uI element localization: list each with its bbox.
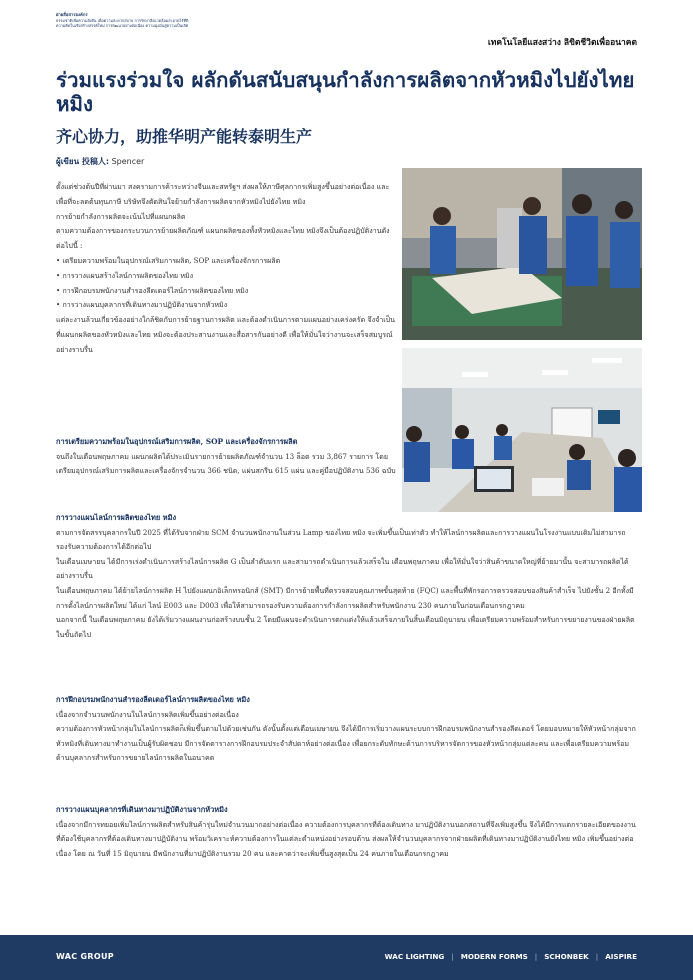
task-item: • การฝึกอบรมพนักงานสำรองลีดเดอร์ไลน์การผลิตของไทย หมิง xyxy=(56,284,396,299)
author-line xyxy=(56,155,144,168)
training-meeting-photo xyxy=(402,348,642,512)
task-item: • การวางแผนสร้างไลน์การผลิตของไทย หมิง xyxy=(56,269,396,284)
section-paragraph: เนื่องจากมีการทยอยเพิ่มไลน์การผลิตสำหรับสินค้ารุ่นใหม่จำนวนมากอย่างต่อเนื่อง ความต้องการบุคลากรที่ต้องเดินทาง มาปฏิบัติงานนอกสถานที่จึงเพิ่มสูงขึ้น จึงได้มีการแตกรายละเอียดของงานที่ต้องใช้บุคลากรที่ต้องเดินทางมาปฏิบัติงาน พร้อมวิเคราะห์ความต้องการในแต่ละตำแหน่งอย่างรอบด้าน ส่งผลให้จำนวนบุคลากรจากฝ่ายผลิตที่เดินทางมาปฏิบัติงานยังไทย หมิง เพิ่มขึ้นอย่างต่อเนื่อง โดย ณ วันที่ 15 มิถุนายน มีพนักงานที่มาปฏิบัติงานรวม 20 คน และคาดว่าจะเพิ่มขึ้นสูงสุดเป็น 24 คนภายในเดือนกรกฎาคม xyxy=(56,819,636,858)
section-paragraph: ตามการจัดสรรบุคลากรในปี 2025 ที่ได้รับจากฝ่าย SCM จำนวนพนักงานในส่วน Lamp ของไทย หมิง จะเพิ่มขึ้นเป็นเท่าตัว ทำให้ไลน์การผลิตและการวางแผนในโรงงานแบบเดิมไม่สามารถรองรับความต้องการได้อีกต่อไป xyxy=(56,527,626,552)
section-heading: การวางแผนไลน์การผลิตของไทย หมิง xyxy=(56,513,177,522)
section-paragraph: ในเดือนพฤษภาคม ได้ย้ายไลน์การผลิต H ไปยังแผนกอิเล็กทรอนิกส์ (SMT) มีการย้ายพื้นที่ตรวจสอบคุณภาพขั้นสุดท้าย (FQC) และพื้นที่พักรอการตรวจสอบของสินค้าสำเร็จ ไปยังชั้น 2 อีกทั้งมีการตั้งไลน์การผลิตใหม่ ได้แก่ ไลน์ E003 และ D003 เพื่อให้สามารถรองรับความต้องการกำลังการผลิตสำหรับพนักงาน 230 คนภายในก่อนเดือนกรกฎาคม xyxy=(56,585,634,610)
intro-paragraph-3: ตามความต้องการของกระบวนการย้ายผลิตภัณฑ์ แผนกผลิตของทั้งหัวหมิงและไทย หมิงจึงเป็นต้องปฏิบัติงานดังต่อไปนี้ : xyxy=(56,226,390,251)
header-tagline-line1: ธรรมชาติเพื่อความยั่งยืน เพื่อความสะดวกสบาย การรักษาสิ่งแวดล้อมสะอาดไร้ที่ติ xyxy=(56,17,189,23)
section-paragraph: จนถึงในเดือนพฤษภาคม แผนกผลิตได้ประเมินรายการย้ายผลิตภัณฑ์จำนวน 13 ล็อต รวม 3,867 รายการ โดยเตรียมอุปกรณ์เสริมการผลิตและเครื่องจักรจำนวน 366 ชนิด, แผ่นสกรีน 615 แผ่น และคู่มือปฏิบัติงาน 536 ฉบับ xyxy=(56,451,396,476)
author-label: ผู้เขียน 投稿人: xyxy=(56,157,110,166)
production-line-photo xyxy=(402,168,642,340)
brand-name: AISPIRE xyxy=(605,952,637,961)
section-preparation xyxy=(56,432,396,479)
intro-section xyxy=(56,180,396,358)
brand-list xyxy=(385,952,637,961)
section-paragraph: เนื่องจากจำนวนพนักงานในไลน์การผลิตเพิ่มขึ้นอย่างต่อเนื่อง xyxy=(56,709,239,719)
brand-divider: | xyxy=(595,952,599,961)
task-item: • การวางแผนบุคลากรที่เดินทางมาปฏิบัติงานจากหัวหมิง xyxy=(56,298,396,313)
intro-paragraph-2: การย้ายกำลังการผลิตจะเน้นไปที่แผนกผลิต xyxy=(56,211,186,221)
task-list xyxy=(56,254,396,313)
section-paragraph: นอกจากนี้ ในเดือนพฤษภาคม ยังได้เริ่มวางแผนงานก่อสร้างบนชั้น 2 โดยมีแผนจะดำเนินการตกแต่งให้แล้วเสร็จภายในสิ้นเดือนมิถุนายน เพื่อเตรียมความพร้อมสำหรับการขยายงานของฝ่ายผลิตในขั้นถัดไป xyxy=(56,615,635,639)
header-slogan: เทคโนโลยีแสงสว่าง ลิขิตชีวิตเพื่ออนาคต xyxy=(487,38,637,48)
article-title-chinese: 齐心协力，助推华明产能转泰明生产 xyxy=(56,127,313,146)
task-item: • เตรียมความพร้อมในอุปกรณ์เสริมการผลิต, SOP และเครื่องจักรการผลิต xyxy=(56,254,396,269)
brand-divider: | xyxy=(451,952,454,961)
company-logo: WAC GROUP xyxy=(56,952,114,961)
footer-bar xyxy=(0,935,693,980)
intro-paragraph-1: ตั้งแต่ช่วงต้นปีที่ผ่านมา สงครามการค้าระหว่างจีนและสหรัฐฯ ส่งผลให้ภาษีศุลกากรเพิ่มสูงขึ้นอย่างต่อเนื่อง และเพื่อที่จะลดต้นทุนภาษี บริษัทจึงตัดสินใจย้ายกำลังการผลิตจากหัวหมิงไปยังไทย หมิง xyxy=(56,182,390,206)
brand-name: WAC LIGHTING xyxy=(384,952,445,961)
author-name: Spencer xyxy=(111,157,145,166)
section-paragraph: ความต้องการหัวหน้ากลุ่มในไลน์การผลิตก็เพิ่มขึ้นตามไปด้วยเช่นกัน ดังนั้นตั้งแต่เดือนเมษายน จึงได้มีการเริ่มวางแผนระบบการฝึกอบรมพนักงานสำรองลีดเดอร์ โดยมอบหมายให้หัวหน้ากลุ่มจากหัวหมิงที่เดินทางมาทำงานเป็นผู้รับผิดชอบ มีการจัดตารางการฝึกอบรมประจำสัปดาห์อย่างต่อเนื่อง เพื่อยกระดับทักษะด้านการบริหารจัดการของหัวหน้ากลุ่มแต่ละคน และเพื่อเตรียมความพร้อมด้านบุคลากรสำหรับการขยายไลน์การผลิตในอนาคต xyxy=(56,724,636,763)
brand-divider: | xyxy=(534,952,538,961)
brand-name: MODERN FORMS xyxy=(460,952,528,961)
header-tagline-line2: ความคิดในเชิงสร้างสรรค์ใหม่ การพัฒนาอย่างต่อเนื่อง ความมุ่งมั่นสู่ความเป็นเลิศ xyxy=(56,23,189,29)
section-leader-training xyxy=(56,690,636,766)
section-line-planning xyxy=(56,508,636,642)
brand-name: SCHONBEK xyxy=(544,952,589,961)
section-paragraph: ในเดือนเมษายน ได้มีการเร่งดำเนินการสร้างไลน์การผลิต G เป็นลำดับแรก และสามารถดำเนินการแล้วเสร็จใน เดือนพฤษภาคม เพื่อให้มั่นใจว่าสินค้าขนาดใหญ่ที่ย้ายมานั้น จะสามารถผลิตได้อย่างราบรื่น xyxy=(56,556,629,581)
header-tagline xyxy=(56,12,246,29)
section-heading: การเตรียมความพร้อมในอุปกรณ์เสริมการผลิต, SOP และเครื่องจักรการผลิต xyxy=(56,437,298,446)
section-heading: การวางแผนบุคลากรที่เดินทางมาปฏิบัติงานจากหัวหมิง xyxy=(56,805,228,814)
section-heading: การฝึกอบรมพนักงานสำรองลีดเดอร์ไลน์การผลิตของไทย หมิง xyxy=(56,695,250,704)
intro-paragraph-4: แต่ละงานล้วนเกี่ยวข้องอย่างใกล้ชิดกับการย้ายฐานการผลิต และต้องดำเนินการตามแผนอย่างเคร่งครัด จึงจำเป็นที่แผนกผลิตของหัวหมิงและไทย หมิงจะต้องประสานงานและสื่อสารกันอย่างดี เพื่อให้มั่นใจว่างานจะเสร็จสมบูรณ์อย่างราบรื่น xyxy=(56,315,395,354)
section-staff-planning xyxy=(56,800,636,861)
article-title-thai: ร่วมแรงร่วมใจ ผลักดันสนับสนุนกำลังการผลิตจากหัวหมิงไปยังไทย หมิง xyxy=(56,68,635,116)
header-dept: ฝ่ายสื่อสารองค์กร xyxy=(56,12,88,17)
